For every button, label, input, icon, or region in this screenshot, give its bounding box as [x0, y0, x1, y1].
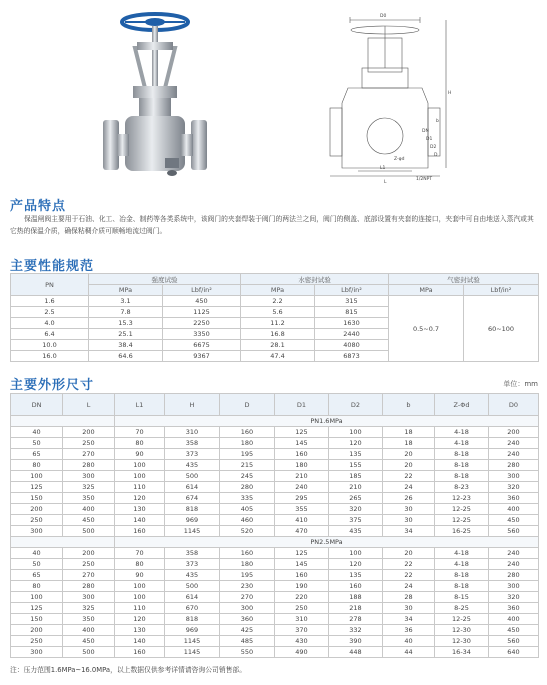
- col-mpa: MPa: [389, 285, 464, 296]
- table-cell: 135: [329, 449, 383, 460]
- table-cell: 18: [383, 438, 435, 449]
- svg-text:D1: D1: [426, 137, 433, 142]
- table-cell: 250: [275, 603, 329, 614]
- table-cell: 670: [165, 603, 220, 614]
- table-cell: 280: [489, 570, 539, 581]
- table-cell: 2.2: [241, 296, 315, 307]
- table-cell: 350: [63, 614, 115, 625]
- col-air-seal: 气密封试验: [389, 274, 539, 285]
- features-title: 产品特点: [10, 199, 67, 214]
- table-cell: 125: [275, 427, 329, 438]
- dimensions-table: [10, 393, 539, 658]
- table-cell: 135: [329, 570, 383, 581]
- table-cell: 405: [220, 504, 275, 515]
- table-row: [11, 427, 539, 438]
- performance-title: 主要性能规范: [10, 259, 95, 274]
- table-cell: 818: [165, 614, 220, 625]
- table-cell: 4-18: [435, 427, 489, 438]
- table-cell: 160: [220, 427, 275, 438]
- table-cell: 310: [275, 614, 329, 625]
- table-cell: 450: [63, 636, 115, 647]
- table-cell: 335: [220, 493, 275, 504]
- table-cell: 614: [165, 482, 220, 493]
- table-cell: 195: [220, 570, 275, 581]
- table-row: [11, 449, 539, 460]
- table-cell: 8-23: [435, 482, 489, 493]
- table-cell: 270: [63, 449, 115, 460]
- table-cell: 215: [220, 460, 275, 471]
- table-cell: 100: [115, 581, 165, 592]
- table-cell: 300: [11, 647, 63, 658]
- table-cell: 200: [11, 625, 63, 636]
- table-cell: 200: [63, 427, 115, 438]
- table-cell: 8-18: [435, 581, 489, 592]
- table-cell: 435: [329, 526, 383, 537]
- table-cell: 110: [115, 603, 165, 614]
- table-cell: 100: [115, 592, 165, 603]
- table-cell: 470: [275, 526, 329, 537]
- table-cell: 240: [489, 548, 539, 559]
- table-cell: 40: [383, 636, 435, 647]
- table-row: [11, 614, 539, 625]
- table-cell: 500: [165, 471, 220, 482]
- table-cell: 11.2: [241, 318, 315, 329]
- table-cell: 120: [329, 438, 383, 449]
- table-cell: 9367: [163, 351, 241, 362]
- table-cell: 430: [275, 636, 329, 647]
- features-text: 保温闸阀主要用于石油、化工、冶金、制药等各类系统中，该阀门的夹套焊装于阀门的两法兰之间，阀门的侧盖、底部设置有夹套的连接口，夹套中可自由地送入蒸汽或其它热的保温介质，确保粘稠介质可顺畅地流过阀门。: [10, 215, 534, 235]
- table-cell: 325: [63, 603, 115, 614]
- table-cell: 500: [63, 647, 115, 658]
- table-cell: 240: [489, 438, 539, 449]
- col-mpa: MPa: [241, 285, 315, 296]
- table-cell: 12-30: [435, 625, 489, 636]
- table-row: [11, 482, 539, 493]
- table-cell: 16-34: [435, 647, 489, 658]
- table-row: [11, 493, 539, 504]
- table-cell: 360: [220, 614, 275, 625]
- table-cell: 20: [383, 548, 435, 559]
- table-cell: 300: [220, 603, 275, 614]
- dimensions-title: 主要外形尺寸: [10, 378, 95, 393]
- table-row: [11, 592, 539, 603]
- table-cell: 400: [63, 504, 115, 515]
- table-cell: 265: [329, 493, 383, 504]
- table-cell: 40: [11, 548, 63, 559]
- svg-text:DN: DN: [422, 129, 429, 134]
- performance-table: [10, 273, 539, 362]
- table-cell: 64.6: [89, 351, 163, 362]
- table-cell: 278: [329, 614, 383, 625]
- table-cell: 110: [115, 482, 165, 493]
- table-cell: 425: [220, 625, 275, 636]
- table-cell: 34: [383, 614, 435, 625]
- column-header: L1: [115, 394, 165, 416]
- table-cell: 65: [11, 449, 63, 460]
- table-cell: 160: [115, 647, 165, 658]
- table-cell: 70: [115, 548, 165, 559]
- table-cell: 190: [275, 581, 329, 592]
- table-cell: 4080: [315, 340, 389, 351]
- table-cell: 520: [220, 526, 275, 537]
- table-cell: 200: [63, 548, 115, 559]
- table-cell: 70: [115, 427, 165, 438]
- table-row: [11, 570, 539, 581]
- table-cell: 320: [329, 504, 383, 515]
- svg-text:D0: D0: [380, 14, 387, 19]
- column-header: L: [63, 394, 115, 416]
- table-cell: 90: [115, 449, 165, 460]
- table-cell: 5.6: [241, 307, 315, 318]
- svg-text:1/2NPT: 1/2NPT: [416, 177, 433, 182]
- table-cell: 30: [383, 603, 435, 614]
- table-cell: 485: [220, 636, 275, 647]
- col-lbf: Lbf/in²: [163, 285, 241, 296]
- table-cell: 50: [11, 438, 63, 449]
- table-cell: 500: [63, 526, 115, 537]
- table-cell: 320: [489, 482, 539, 493]
- table-cell: 490: [275, 647, 329, 658]
- table-cell: 270: [63, 570, 115, 581]
- table-row: [11, 515, 539, 526]
- table-cell: 2250: [163, 318, 241, 329]
- col-pn: PN: [11, 274, 89, 296]
- table-cell: 560: [489, 526, 539, 537]
- table-row: [11, 603, 539, 614]
- table-cell: 12-25: [435, 504, 489, 515]
- svg-text:D: D: [434, 153, 438, 158]
- table-cell: 20: [383, 460, 435, 471]
- valve-photo: [95, 8, 215, 186]
- table-cell: 370: [275, 625, 329, 636]
- table-cell: 3.1: [89, 296, 163, 307]
- table-cell: 674: [165, 493, 220, 504]
- table-cell: 12-25: [435, 515, 489, 526]
- table-cell: 332: [329, 625, 383, 636]
- table-cell: 60~100: [464, 296, 539, 362]
- column-header: Z-Φd: [435, 394, 489, 416]
- table-row: [11, 504, 539, 515]
- table-cell: 218: [329, 603, 383, 614]
- table-cell: 185: [329, 471, 383, 482]
- table-cell: 450: [63, 515, 115, 526]
- table-cell: 180: [275, 460, 329, 471]
- table-cell: 160: [275, 449, 329, 460]
- table-cell: 130: [115, 625, 165, 636]
- table-cell: 18: [383, 427, 435, 438]
- table-cell: 50: [11, 559, 63, 570]
- table-cell: 448: [329, 647, 383, 658]
- table-cell: 1145: [165, 636, 220, 647]
- table-cell: 40: [11, 427, 63, 438]
- table-cell: 145: [275, 438, 329, 449]
- table-cell: 28.1: [241, 340, 315, 351]
- group-label: PN2.5MPa: [115, 537, 539, 548]
- table-row: [11, 647, 539, 658]
- table-cell: 100: [329, 427, 383, 438]
- table-cell: 969: [165, 515, 220, 526]
- table-cell: 22: [383, 471, 435, 482]
- table-cell: 3350: [163, 329, 241, 340]
- table-cell: 240: [489, 559, 539, 570]
- table-cell: 818: [165, 504, 220, 515]
- table-row: [11, 581, 539, 592]
- table-cell: 24: [383, 581, 435, 592]
- table-cell: 26: [383, 493, 435, 504]
- table-cell: 160: [115, 526, 165, 537]
- col-strength: 强度试验: [89, 274, 241, 285]
- table-cell: 250: [11, 636, 63, 647]
- table-cell: 12-25: [435, 614, 489, 625]
- table-cell: 38.4: [89, 340, 163, 351]
- unit-label: 单位：mm: [503, 380, 538, 388]
- table-cell: 25.1: [89, 329, 163, 340]
- table-cell: 358: [165, 548, 220, 559]
- column-header: b: [383, 394, 435, 416]
- table-cell: 8-18: [435, 570, 489, 581]
- table-cell: 8-25: [435, 603, 489, 614]
- group-label: PN1.6MPa: [115, 416, 539, 427]
- table-cell: 80: [11, 581, 63, 592]
- table-cell: 145: [275, 559, 329, 570]
- table-cell: 210: [329, 482, 383, 493]
- table-cell: 280: [63, 581, 115, 592]
- table-cell: 140: [115, 636, 165, 647]
- table-cell: 100: [11, 592, 63, 603]
- svg-text:b: b: [436, 119, 439, 124]
- table-cell: 435: [165, 570, 220, 581]
- table-cell: 160: [329, 581, 383, 592]
- table-cell: 350: [63, 493, 115, 504]
- table-cell: 435: [165, 460, 220, 471]
- table-cell: 315: [315, 296, 389, 307]
- column-header: D: [220, 394, 275, 416]
- table-cell: 240: [489, 449, 539, 460]
- table-cell: 360: [489, 603, 539, 614]
- table-cell: 36: [383, 625, 435, 636]
- table-cell: 450: [163, 296, 241, 307]
- column-header: D2: [329, 394, 383, 416]
- table-cell: 20: [383, 449, 435, 460]
- table-cell: 550: [220, 647, 275, 658]
- table-cell: 4.0: [11, 318, 89, 329]
- table-cell: 130: [115, 504, 165, 515]
- table-cell: 2440: [315, 329, 389, 340]
- table-cell: 270: [220, 592, 275, 603]
- table-cell: 7.8: [89, 307, 163, 318]
- table-row: [11, 625, 539, 636]
- table-cell: 200: [11, 504, 63, 515]
- table-cell: 358: [165, 438, 220, 449]
- table-cell: 160: [275, 570, 329, 581]
- col-lbf: Lbf/in²: [464, 285, 539, 296]
- table-cell: 1145: [165, 526, 220, 537]
- table-cell: 8-18: [435, 460, 489, 471]
- col-water-seal: 水密封试验: [241, 274, 389, 285]
- table-cell: 500: [165, 581, 220, 592]
- table-cell: 815: [315, 307, 389, 318]
- table-cell: 188: [329, 592, 383, 603]
- table-cell: 8-18: [435, 449, 489, 460]
- table-cell: 30: [383, 515, 435, 526]
- table-cell: 12-30: [435, 636, 489, 647]
- table-cell: 300: [489, 581, 539, 592]
- table-cell: 460: [220, 515, 275, 526]
- table-cell: 400: [63, 625, 115, 636]
- table-cell: 120: [115, 493, 165, 504]
- table-cell: 410: [275, 515, 329, 526]
- table-cell: 6873: [315, 351, 389, 362]
- column-header: D0: [489, 394, 539, 416]
- table-cell: 450: [489, 515, 539, 526]
- table-cell: 22: [383, 559, 435, 570]
- table-cell: 210: [275, 471, 329, 482]
- table-cell: 100: [115, 460, 165, 471]
- table-cell: 8-18: [435, 471, 489, 482]
- table-cell: 0.5~0.7: [389, 296, 464, 362]
- table-cell: 240: [275, 482, 329, 493]
- svg-text:H: H: [448, 91, 452, 96]
- group-row: [11, 416, 539, 427]
- table-cell: 450: [489, 625, 539, 636]
- table-cell: 65: [11, 570, 63, 581]
- table-row: [11, 548, 539, 559]
- table-cell: 6675: [163, 340, 241, 351]
- svg-text:Z-φd: Z-φd: [394, 157, 405, 162]
- table-cell: 300: [63, 471, 115, 482]
- col-lbf: Lbf/in²: [315, 285, 389, 296]
- table-cell: 30: [383, 504, 435, 515]
- footnote: 注：压力范围1.6MPa~16.0MPa，以上数据仅供参考详情请咨询公司销售部。: [10, 666, 247, 674]
- table-cell: 15.3: [89, 318, 163, 329]
- table-cell: 10.0: [11, 340, 89, 351]
- table-cell: 250: [63, 559, 115, 570]
- table-cell: 280: [63, 460, 115, 471]
- group-row: [11, 537, 539, 548]
- table-cell: 373: [165, 449, 220, 460]
- table-cell: 245: [220, 471, 275, 482]
- table-cell: 355: [275, 504, 329, 515]
- table-cell: 400: [489, 614, 539, 625]
- table-cell: 180: [220, 438, 275, 449]
- table-cell: 373: [165, 559, 220, 570]
- table-cell: 640: [489, 647, 539, 658]
- table-cell: 300: [489, 471, 539, 482]
- table-cell: 44: [383, 647, 435, 658]
- table-cell: 125: [275, 548, 329, 559]
- table-cell: 300: [11, 526, 63, 537]
- table-cell: 100: [329, 548, 383, 559]
- table-cell: 22: [383, 570, 435, 581]
- table-cell: 4-18: [435, 438, 489, 449]
- table-cell: 1145: [165, 647, 220, 658]
- table-cell: 155: [329, 460, 383, 471]
- column-header: H: [165, 394, 220, 416]
- table-cell: 280: [489, 460, 539, 471]
- table-cell: 195: [220, 449, 275, 460]
- table-cell: 16.8: [241, 329, 315, 340]
- table-cell: 80: [115, 438, 165, 449]
- table-cell: 220: [275, 592, 329, 603]
- table-row: [11, 471, 539, 482]
- table-row: [11, 460, 539, 471]
- table-cell: 250: [63, 438, 115, 449]
- table-cell: 280: [220, 482, 275, 493]
- table-cell: 1.6: [11, 296, 89, 307]
- table-row: [11, 296, 539, 307]
- table-cell: 180: [220, 559, 275, 570]
- table-cell: 28: [383, 592, 435, 603]
- table-cell: 200: [489, 427, 539, 438]
- table-row: [11, 559, 539, 570]
- table-cell: 969: [165, 625, 220, 636]
- table-row: [11, 526, 539, 537]
- table-cell: 300: [63, 592, 115, 603]
- valve-drawing: [318, 8, 468, 186]
- table-cell: 390: [329, 636, 383, 647]
- table-cell: 140: [115, 515, 165, 526]
- table-cell: 90: [115, 570, 165, 581]
- table-cell: 100: [11, 471, 63, 482]
- table-row: [11, 438, 539, 449]
- table-cell: 125: [11, 482, 63, 493]
- table-cell: 120: [329, 559, 383, 570]
- svg-text:L: L: [384, 180, 387, 185]
- table-cell: 325: [63, 482, 115, 493]
- table-cell: 8-15: [435, 592, 489, 603]
- table-cell: 120: [115, 614, 165, 625]
- table-cell: 80: [11, 460, 63, 471]
- table-row: [11, 636, 539, 647]
- table-cell: 12-23: [435, 493, 489, 504]
- table-cell: 360: [489, 493, 539, 504]
- table-cell: 400: [489, 504, 539, 515]
- table-cell: 160: [220, 548, 275, 559]
- table-cell: 560: [489, 636, 539, 647]
- table-cell: 150: [11, 614, 63, 625]
- table-cell: 6.4: [11, 329, 89, 340]
- table-cell: 614: [165, 592, 220, 603]
- column-header: DN: [11, 394, 63, 416]
- col-mpa: MPa: [89, 285, 163, 296]
- table-cell: 24: [383, 482, 435, 493]
- table-cell: 230: [220, 581, 275, 592]
- table-cell: 320: [489, 592, 539, 603]
- table-cell: 1630: [315, 318, 389, 329]
- svg-text:L1: L1: [380, 166, 386, 171]
- column-header: D1: [275, 394, 329, 416]
- table-cell: 34: [383, 526, 435, 537]
- table-cell: 2.5: [11, 307, 89, 318]
- table-cell: 150: [11, 493, 63, 504]
- table-cell: 16.0: [11, 351, 89, 362]
- table-cell: 80: [115, 559, 165, 570]
- table-cell: 295: [275, 493, 329, 504]
- table-cell: 375: [329, 515, 383, 526]
- table-cell: 4-18: [435, 559, 489, 570]
- table-cell: 250: [11, 515, 63, 526]
- table-cell: 125: [11, 603, 63, 614]
- table-cell: 47.4: [241, 351, 315, 362]
- svg-text:D2: D2: [430, 145, 437, 150]
- table-cell: 4-18: [435, 548, 489, 559]
- table-cell: 16-25: [435, 526, 489, 537]
- table-cell: 1125: [163, 307, 241, 318]
- table-cell: 310: [165, 427, 220, 438]
- table-cell: 100: [115, 471, 165, 482]
